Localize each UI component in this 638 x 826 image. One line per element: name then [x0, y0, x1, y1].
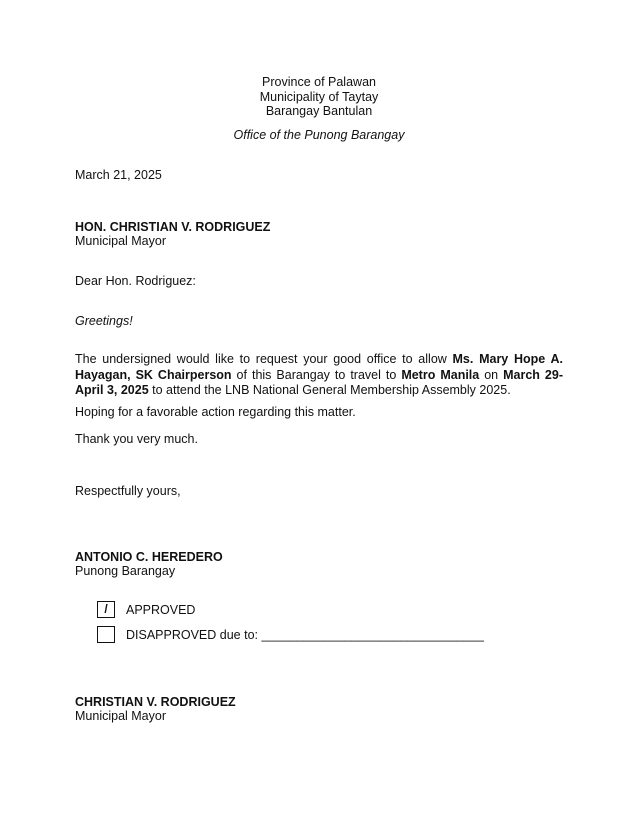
disapproved-label: DISAPPROVED due to: ________________________________: [126, 628, 484, 642]
body-text: of this Barangay to travel to: [231, 367, 402, 382]
body-text: on: [479, 367, 504, 382]
letterhead-municipality: Municipality of Taytay: [259, 90, 379, 104]
disapproved-checkbox[interactable]: [97, 626, 115, 643]
closing: Respectfully yours,: [75, 484, 181, 498]
body-text: The undersigned would like to request your good office to allow: [75, 352, 453, 366]
body-paragraph-thanks: Thank you very much.: [75, 432, 198, 446]
letter-date: March 21, 2025: [75, 168, 162, 182]
letterhead-province: Province of Palawan: [262, 75, 376, 89]
recipient-title: Municipal Mayor: [75, 234, 167, 248]
sender-name: ANTONIO C. HEREDERO: [75, 550, 223, 564]
approver-name: CHRISTIAN V. RODRIGUEZ: [75, 695, 236, 709]
letterhead-office: Office of the Punong Barangay: [233, 128, 405, 142]
approved-checkbox[interactable]: /: [97, 601, 115, 618]
salutation: Dear Hon. Rodriguez:: [75, 274, 196, 288]
body-paragraph-request: [75, 352, 563, 399]
recipient-name: HON. CHRISTIAN V. RODRIGUEZ: [75, 220, 271, 234]
greeting: Greetings!: [75, 314, 133, 328]
letterhead-barangay: Barangay Bantulan: [265, 104, 373, 118]
body-emphasis-dates: March 29-April 3, 2025: [75, 367, 563, 397]
body-text: to attend the LNB National General Membership Assembly 2025.: [148, 383, 511, 397]
body-paragraph-hoping: Hoping for a favorable action regarding this matter.: [75, 405, 356, 419]
approver-title: Municipal Mayor: [75, 709, 167, 723]
sender-title: Punong Barangay: [75, 564, 176, 578]
body-emphasis-destination: Metro Manila: [401, 367, 480, 382]
body-emphasis-person: Ms. Mary Hope A. Hayagan, SK Chairperson: [75, 352, 563, 382]
approved-label: APPROVED: [126, 603, 196, 617]
